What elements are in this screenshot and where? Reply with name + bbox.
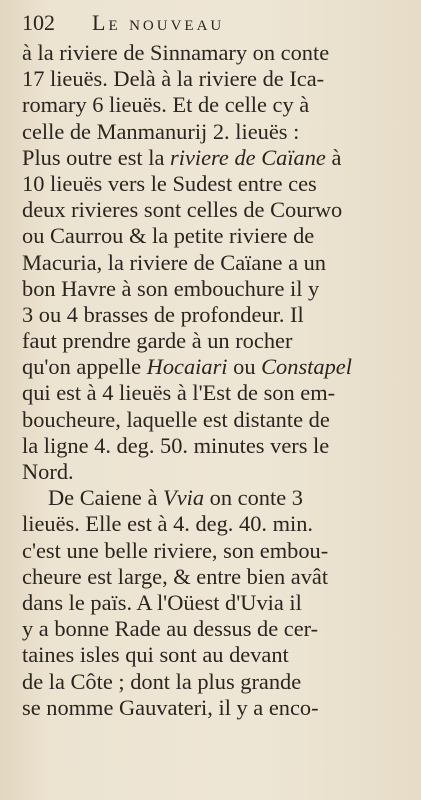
text-line: la ligne 4. deg. 50. minutes vers le (22, 432, 330, 458)
italic-place-name: Vvia (163, 485, 205, 511)
text-line: Macuria, la riviere de Caïane a un (22, 249, 326, 275)
page-number: 102 (22, 10, 55, 35)
text-line: 10 lieuës vers le Sudest entre ces (22, 170, 317, 196)
text-line: y a bonne Rade au dessus de cer- (22, 616, 319, 642)
text-line: de la Côte ; dont la plus grande (22, 668, 302, 694)
page-header (22, 10, 403, 40)
text-line: se nomme Gauvateri, il y a enco- (22, 694, 319, 720)
running-title: Le nouveau (92, 10, 225, 35)
text-line: c'est une belle riviere, son embou- (22, 537, 329, 563)
text-line: à la riviere de Sinnamary on conte (22, 40, 330, 65)
text-line: qui est à 4 lieuës à l'Est de son em- (22, 380, 336, 406)
text-line: dans le païs. A l'Oüest d'Uvia il (22, 589, 302, 615)
italic-place-name: Hocaiari (146, 354, 228, 380)
text-line: De Caiene à Vvia on conte 3 (48, 485, 303, 511)
text-line: Nord. (22, 459, 74, 484)
text-line: Plus outre est la riviere de Caïane à (22, 144, 342, 170)
italic-place-name: riviere de Caïane (170, 144, 326, 170)
text-line: cheure est large, & entre bien avât (22, 563, 329, 589)
body-text (22, 40, 403, 721)
text-line: bon Havre à son embouchure il y (22, 275, 320, 301)
text-line: boucheure, laquelle est distante de (22, 406, 330, 432)
text-line: 17 lieuës. Delà à la riviere de Ica- (22, 66, 325, 92)
text-line: qu'on appelle Hocaiari ou Constapel (22, 354, 352, 380)
text-line: lieuës. Elle est à 4. deg. 40. min. (22, 511, 314, 537)
text-line: faut prendre garde à un rocher (22, 328, 293, 354)
text-line: romary 6 lieuës. Et de celle cy à (22, 92, 310, 118)
italic-place-name: Constapel (261, 354, 352, 380)
text-line: celle de Manmanurij 2. lieuës : (22, 118, 300, 144)
text-line: 3 ou 4 brasses de profondeur. Il (22, 301, 304, 327)
text-line: taines isles qui sont au devant (22, 642, 289, 668)
text-line: ou Caurrou & la petite riviere de (22, 223, 315, 249)
text-line: deux rivieres sont celles de Courwo (22, 197, 343, 223)
